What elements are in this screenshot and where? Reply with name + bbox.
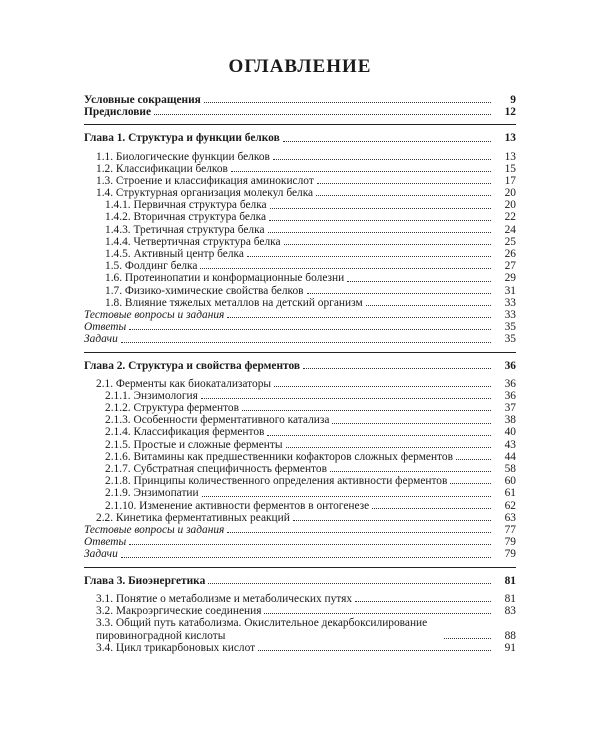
toc-entry-label: 2.1.8. Принципы количественного определения активности ферментов	[105, 475, 448, 488]
toc-entry-page: 37	[504, 402, 516, 415]
toc-entry[interactable]	[84, 260, 516, 272]
toc-entry[interactable]	[84, 163, 516, 175]
toc-entry[interactable]	[84, 642, 516, 654]
leader-dots	[227, 530, 491, 533]
toc-entry-label: 1.2. Классификации белков	[96, 162, 228, 175]
toc-entry[interactable]	[84, 593, 516, 605]
toc-entry[interactable]	[84, 451, 516, 463]
leader-dots	[247, 254, 491, 257]
toc-entry-label: 2.1. Ферменты как биокатализаторы	[96, 377, 272, 390]
toc-entry-label: 3.3. Общий путь катаболизма. Окислительное декарбоксилирование пировиноградной кислоты	[96, 617, 428, 642]
toc-entry-page: 36	[504, 377, 516, 390]
toc-entry-label: 3.2. Макроэргические соединения	[96, 604, 262, 617]
leader-dots	[347, 279, 491, 282]
toc-entry[interactable]	[84, 548, 516, 560]
chapter-2-entries	[84, 378, 516, 524]
toc-entry-page: 33	[504, 296, 516, 309]
leader-dots	[274, 384, 491, 387]
chapter-1-entries	[84, 151, 516, 309]
page-title: ОГЛАВЛЕНИЕ	[228, 56, 372, 77]
toc-entry-page: 79	[504, 536, 516, 549]
section-divider	[84, 567, 516, 568]
toc-entry-label: 1.6. Протеинопатии и конформационные болезни	[105, 272, 345, 285]
toc-entry-page: 29	[504, 272, 516, 285]
table-of-contents	[84, 94, 516, 654]
toc-entry-page: 22	[504, 211, 516, 224]
toc-entry-label: 2.1.3. Особенности ферментативного катализа	[105, 414, 330, 427]
toc-entry-page: 81	[504, 574, 516, 587]
leader-dots	[204, 100, 491, 103]
toc-entry-label: 1.4. Структурная организация молекул белка	[96, 187, 314, 200]
toc-entry[interactable]	[84, 487, 516, 499]
toc-entry[interactable]	[84, 212, 516, 224]
leader-dots	[129, 542, 491, 545]
toc-entry-page: 62	[504, 499, 516, 512]
leader-dots	[303, 366, 491, 369]
toc-entry-page: 12	[504, 106, 516, 119]
toc-entry-page: 17	[504, 174, 516, 187]
toc-entry[interactable]	[84, 439, 516, 451]
toc-entry[interactable]	[84, 536, 516, 548]
toc-entry-page: 13	[504, 132, 516, 145]
toc-entry[interactable]	[84, 463, 516, 475]
leader-dots	[264, 611, 491, 614]
toc-entry-label: Условные сокращения	[84, 93, 201, 106]
toc-entry-label: 1.7. Физико-химические свойства белков	[105, 284, 304, 297]
toc-entry-page: 35	[504, 333, 516, 346]
leader-dots	[330, 469, 491, 472]
toc-entry-label: 2.1.2. Структура ферментов	[105, 402, 240, 415]
toc-entry-label: Задачи	[84, 333, 118, 346]
toc-entry-label: 1.3. Строение и классификация аминокислот	[96, 174, 314, 187]
toc-entry-page: 20	[504, 187, 516, 200]
toc-chapter-3[interactable]	[84, 575, 516, 587]
leader-dots	[372, 506, 491, 509]
toc-entry-label: 3.1. Понятие о метаболизме и метаболических путях	[96, 592, 353, 605]
toc-chapter-1[interactable]	[84, 132, 516, 144]
toc-entry-label: 3.4. Цикл трикарбоновых кислот	[96, 641, 256, 654]
toc-entry-label: 2.2. Кинетика ферментативных реакций	[96, 511, 290, 524]
toc-entry[interactable]	[84, 272, 516, 284]
toc-entry[interactable]	[84, 321, 516, 333]
section-divider	[84, 124, 516, 125]
leader-dots	[307, 291, 491, 294]
toc-entry-label: 2.1.9. Энзимопатии	[105, 487, 199, 500]
leader-dots	[267, 433, 491, 436]
toc-entry[interactable]	[84, 309, 516, 321]
toc-entry-label: 1.1. Биологические функции белков	[96, 150, 270, 163]
toc-entry-label: Задачи	[84, 548, 118, 561]
leader-dots	[270, 206, 491, 209]
toc-entry[interactable]	[84, 175, 516, 187]
toc-entry-page: 26	[504, 248, 516, 261]
leader-dots	[286, 445, 491, 448]
leader-dots	[227, 315, 491, 318]
toc-entry[interactable]	[84, 248, 516, 260]
leader-dots	[450, 481, 491, 484]
toc-entry-page: 43	[504, 438, 516, 451]
toc-entry-page: 77	[504, 523, 516, 536]
toc-entry[interactable]	[84, 199, 516, 211]
toc-entry-page: 24	[504, 223, 516, 236]
leader-dots	[201, 396, 491, 399]
leader-dots	[273, 157, 491, 160]
section-divider	[84, 352, 516, 353]
leader-dots	[316, 193, 491, 196]
toc-entry-label: 2.1.10. Изменение активности ферментов в онтогенезе	[105, 499, 370, 512]
toc-entry-page: 61	[504, 487, 516, 500]
leader-dots	[208, 581, 491, 584]
toc-entry-page: 38	[504, 414, 516, 427]
leader-dots	[269, 218, 491, 221]
leader-dots	[231, 169, 491, 172]
toc-entry-page: 9	[510, 93, 516, 106]
toc-entry[interactable]	[84, 402, 516, 414]
toc-entry-abbreviations[interactable]	[84, 94, 516, 106]
leader-dots	[332, 421, 491, 424]
toc-entry[interactable]	[84, 151, 516, 163]
toc-entry[interactable]	[84, 512, 516, 524]
toc-entry[interactable]	[84, 500, 516, 512]
toc-entry[interactable]	[84, 605, 516, 617]
toc-entry-page: 27	[504, 260, 516, 273]
toc-entry-label: 2.1.4. Классификация ферментов	[105, 426, 265, 439]
toc-entry-label: Ответы	[84, 536, 127, 549]
chapter-2-extras	[84, 524, 516, 561]
toc-entry-label: 1.4.5. Активный центр белка	[105, 248, 244, 261]
toc-entry[interactable]	[84, 524, 516, 536]
chapter-heading: Глава 3. Биоэнергетика	[84, 574, 206, 587]
toc-entry-page: 79	[504, 548, 516, 561]
leader-dots	[129, 327, 491, 330]
toc-entry[interactable]	[84, 475, 516, 487]
leader-dots	[283, 139, 491, 142]
toc-entry-label: 2.1.5. Простые и сложные ферменты	[105, 438, 283, 451]
toc-entry-label: 1.4.1. Первичная структура белка	[105, 199, 267, 212]
toc-entry[interactable]	[84, 187, 516, 199]
toc-entry[interactable]	[84, 617, 516, 642]
chapter-3-entries	[84, 593, 516, 654]
leader-dots	[317, 181, 491, 184]
leader-dots	[242, 408, 491, 411]
toc-entry[interactable]	[84, 285, 516, 297]
toc-entry-label: 1.8. Влияние тяжелых металлов на детский организм	[105, 296, 363, 309]
leader-dots	[444, 636, 491, 639]
leader-dots	[268, 230, 491, 233]
toc-entry-label: Предисловие	[84, 106, 152, 119]
leader-dots	[366, 303, 491, 306]
toc-entry-page: 15	[504, 162, 516, 175]
toc-entry-page: 13	[504, 150, 516, 163]
toc-entry-label: 1.5. Фолдинг белка	[105, 260, 198, 273]
toc-entry-page: 25	[504, 235, 516, 248]
leader-dots	[200, 266, 491, 269]
toc-entry-page: 20	[504, 199, 516, 212]
toc-entry-page: 40	[504, 426, 516, 439]
leader-dots	[202, 494, 491, 497]
toc-entry-label: 1.4.2. Вторичная структура белка	[105, 211, 267, 224]
chapter-1-extras	[84, 309, 516, 346]
toc-entry-label: 1.4.4. Четвертичная структура белка	[105, 235, 281, 248]
leader-dots	[456, 457, 491, 460]
leader-dots	[293, 518, 491, 521]
toc-entry-page: 31	[504, 284, 516, 297]
leader-dots	[284, 242, 491, 245]
toc-entry[interactable]	[84, 297, 516, 309]
leader-dots	[258, 648, 491, 651]
toc-entry-page: 44	[504, 450, 516, 463]
toc-entry-page: 81	[504, 592, 516, 605]
toc-entry-page: 63	[504, 511, 516, 524]
toc-entry-label: 1.4.3. Третичная структура белка	[105, 223, 265, 236]
leader-dots	[121, 555, 491, 558]
chapter-heading: Глава 1. Структура и функции белков	[84, 132, 280, 145]
toc-entry-page: 35	[504, 321, 516, 334]
toc-entry-page: 60	[504, 475, 516, 488]
toc-entry[interactable]	[84, 378, 516, 390]
toc-entry[interactable]	[84, 427, 516, 439]
toc-entry[interactable]	[84, 414, 516, 426]
toc-chapter-2[interactable]	[84, 360, 516, 372]
toc-entry[interactable]	[84, 390, 516, 402]
toc-entry[interactable]	[84, 333, 516, 345]
leader-dots	[121, 340, 491, 343]
toc-entry-page: 36	[504, 359, 516, 372]
leader-dots	[355, 599, 491, 602]
toc-entry-page: 36	[504, 389, 516, 402]
toc-entry-label: 2.1.7. Субстратная специфичность ферментов	[105, 463, 327, 476]
toc-entry-page: 58	[504, 463, 516, 476]
toc-entry-label: 2.1.6. Витамины как предшественники кофакторов сложных ферментов	[105, 450, 453, 463]
toc-entry-page: 83	[504, 604, 516, 617]
toc-entry-preface[interactable]	[84, 106, 516, 118]
toc-entry[interactable]	[84, 236, 516, 248]
toc-entry-label: Тестовые вопросы и задания	[84, 308, 225, 321]
toc-entry-page: 91	[504, 641, 516, 654]
toc-entry-page: 88	[504, 629, 516, 642]
toc-entry[interactable]	[84, 224, 516, 236]
leader-dots	[154, 112, 491, 115]
toc-entry-label: Ответы	[84, 321, 127, 334]
toc-entry-page: 33	[504, 308, 516, 321]
toc-entry-label: Тестовые вопросы и задания	[84, 523, 225, 536]
toc-entry-label: 2.1.1. Энзимология	[105, 389, 198, 402]
chapter-heading: Глава 2. Структура и свойства ферментов	[84, 359, 301, 372]
